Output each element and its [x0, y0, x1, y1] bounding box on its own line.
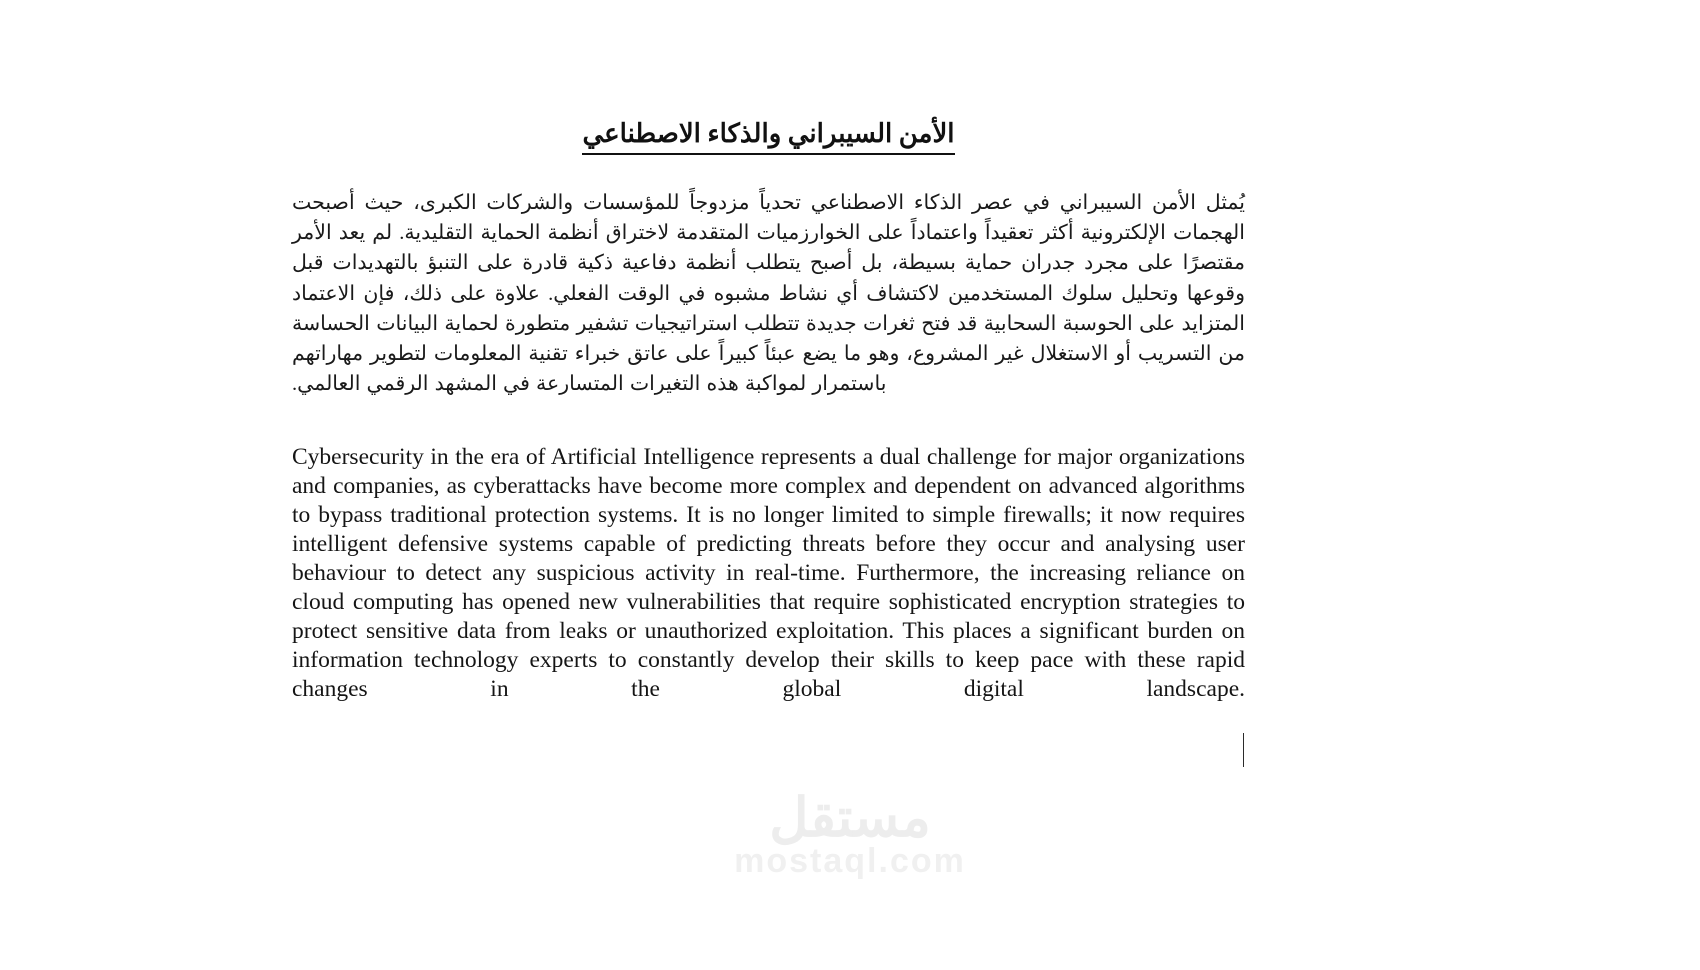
page-title-text: الأمن السيبراني والذكاء الاصطناعي [582, 118, 954, 155]
paragraph-english: Cybersecurity in the era of Artificial Intelligence represents a dual challenge for major organizations and companies, as cyberattacks have become more complex and dependent on advanced algorithms to bypass traditional protection systems. It is no longer limited to simple firewalls; it now requires intelligent defensive systems capable of predicting threats before they occur and analysing user behaviour to detect any suspicious activity in real-time. Furthermore, the increasing reliance on cloud computing has opened new vulnerabilities that require sophisticated encryption strategies to protect sensitive data from leaks or unauthorized exploitation. This places a significant burden on information technology experts to constantly develop their skills to keep pace with these rapid changes in the global digital landscape. [292, 444, 1245, 702]
page-title [292, 118, 1245, 155]
watermark [0, 790, 1700, 880]
paragraph-arabic: يُمثل الأمن السيبراني في عصر الذكاء الاصطناعي تحدياً مزدوجاً للمؤسسات والشركات الكبرى، حيث أصبحت الهجمات الإلكترونية أكثر تعقيداً واعتماداً على الخوارزميات المتقدمة لاختراق أنظمة الحماية التقليدية. لم يعد الأمر مقتصرًا على مجرد جدران حماية بسيطة، بل أصبح يتطلب أنظمة دفاعية ذكية قادرة على التنبؤ بالتهديدات قبل وقوعها وتحليل سلوك المستخدمين لاكتشاف أي نشاط مشبوه في الوقت الفعلي. علاوة على ذلك، فإن الاعتماد المتزايد على الحوسبة السحابية قد فتح ثغرات جديدة تتطلب استراتيجيات تشفير متطورة لحماية البيانات الحساسة من التسريب أو الاستغلال غير المشروع، وهو ما يضع عبئاً كبيراً على عاتق خبراء تقنية المعلومات لتطوير مهاراتهم باستمرار لمواكبة هذه التغيرات المتسارعة في المشهد الرقمي العالمي. [292, 192, 1245, 396]
watermark-arabic-text: مستقل [769, 788, 931, 848]
text-cursor-caret [1243, 733, 1244, 767]
watermark-latin-text: mostaql.com [734, 841, 966, 880]
